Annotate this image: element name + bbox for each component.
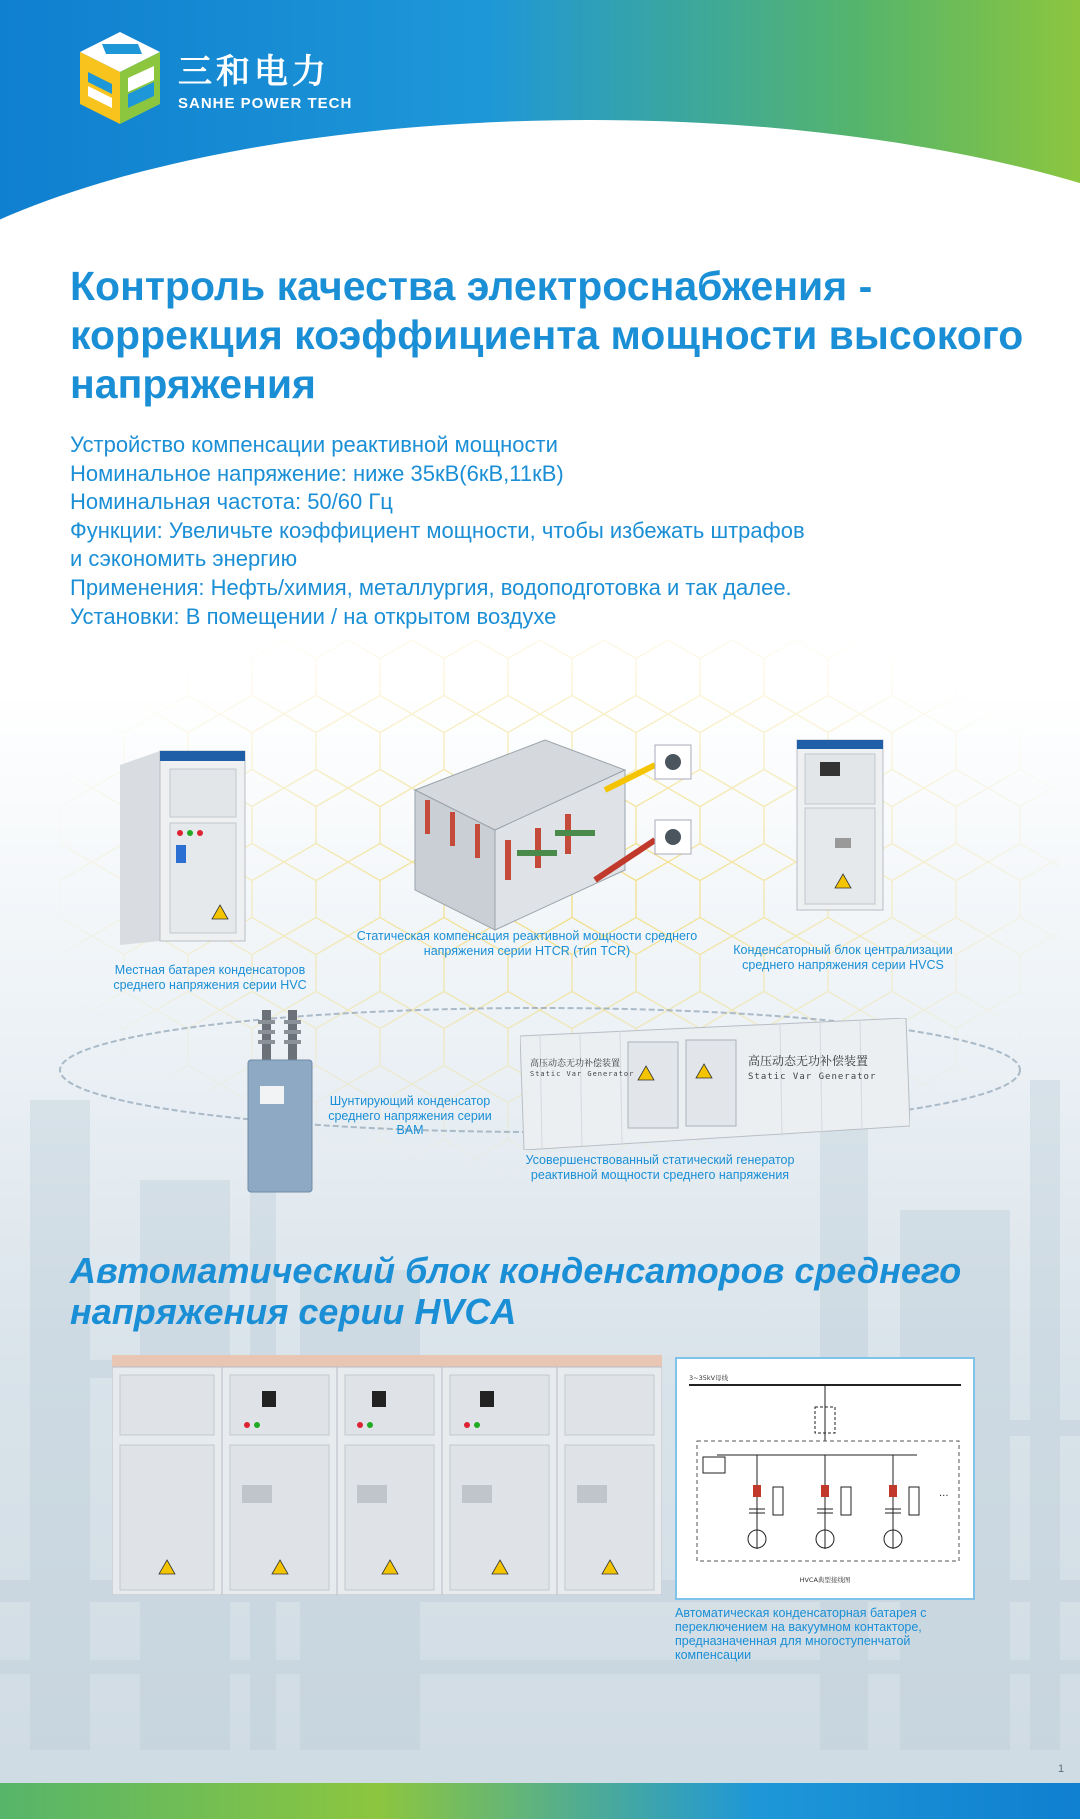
logo-cube-icon xyxy=(72,28,168,128)
brand-name-en: SANHE POWER TECH xyxy=(178,95,353,112)
htcr-equipment-image xyxy=(405,730,705,940)
hvc-cabinet-image xyxy=(120,745,250,945)
section-title-hvca: Автоматический блок конденсаторов среднего напряжения серии HVCA xyxy=(70,1250,962,1332)
svg-sign-cn-right: 高压动态无功补偿装置 xyxy=(748,1054,869,1068)
htcr-caption: Статическая компенсация реактивной мощности среднего напряжения серии HTCR (тип TCR) xyxy=(356,929,698,958)
svg-container-image xyxy=(520,1018,910,1150)
svg-caption: Усовершенствованный статический генератор реактивной мощности среднего напряжения xyxy=(525,1153,795,1182)
hvcs-cabinet-image xyxy=(795,738,885,913)
brand-name-cn: 三和电力 xyxy=(178,52,330,92)
diagram-bus-label: 3~35kV母线 xyxy=(689,1374,729,1382)
bam-caption: Шунтирующий конденсатор среднего напряжения серии BAM xyxy=(328,1094,492,1137)
header-curve xyxy=(0,120,1080,240)
bam-capacitor-image xyxy=(240,1010,320,1195)
spec-line: Применения: Нефть/химия, металлургия, водоподготовка и так далее. xyxy=(70,574,792,600)
hvc-caption: Местная батарея конденсаторов среднего напряжения серии HVC xyxy=(113,963,307,992)
svg-text:···: ··· xyxy=(939,1491,949,1502)
diagram-footer-label: HVCA典型接线图 xyxy=(799,1576,851,1584)
page-title: Контроль качества электроснабжения - коррекция коэффициента мощности высокого напряжения xyxy=(70,263,1024,407)
spec-list xyxy=(70,431,1050,631)
spec-line: Установки: В помещении / на открытом воздухе xyxy=(70,603,557,629)
hvca-panel-image xyxy=(112,1355,662,1595)
svg-sign-en-right: Static Var Generator xyxy=(748,1072,877,1082)
spec-line: и сэкономить энергию xyxy=(70,546,298,572)
hvca-wiring-diagram xyxy=(675,1357,975,1600)
svg-sign-cn-left: 高压动态无功补偿装置 xyxy=(530,1059,621,1069)
diagram-caption: Автоматическая конденсаторная батарея с переключением на вакуумном контакторе, предназначенная для многоступенчатой компенсации xyxy=(675,1606,927,1662)
footer-bar xyxy=(0,1783,1080,1819)
spec-line: Функции: Увеличьте коэффициент мощности, чтобы избежать штрафов xyxy=(70,517,805,543)
svg-sign-en-left: Static Var Generator xyxy=(530,1070,635,1078)
brand-logo xyxy=(72,28,352,128)
spec-line: Номинальное напряжение: ниже 35кВ(6кВ,11кВ) xyxy=(70,460,564,486)
page-number: 1 xyxy=(1058,1763,1065,1775)
hvcs-caption: Конденсаторный блок централизации среднего напряжения серии HVCS xyxy=(733,943,953,972)
spec-line: Номинальная частота: 50/60 Гц xyxy=(70,489,393,515)
spec-line: Устройство компенсации реактивной мощности xyxy=(70,432,558,457)
header-banner xyxy=(0,0,1080,240)
